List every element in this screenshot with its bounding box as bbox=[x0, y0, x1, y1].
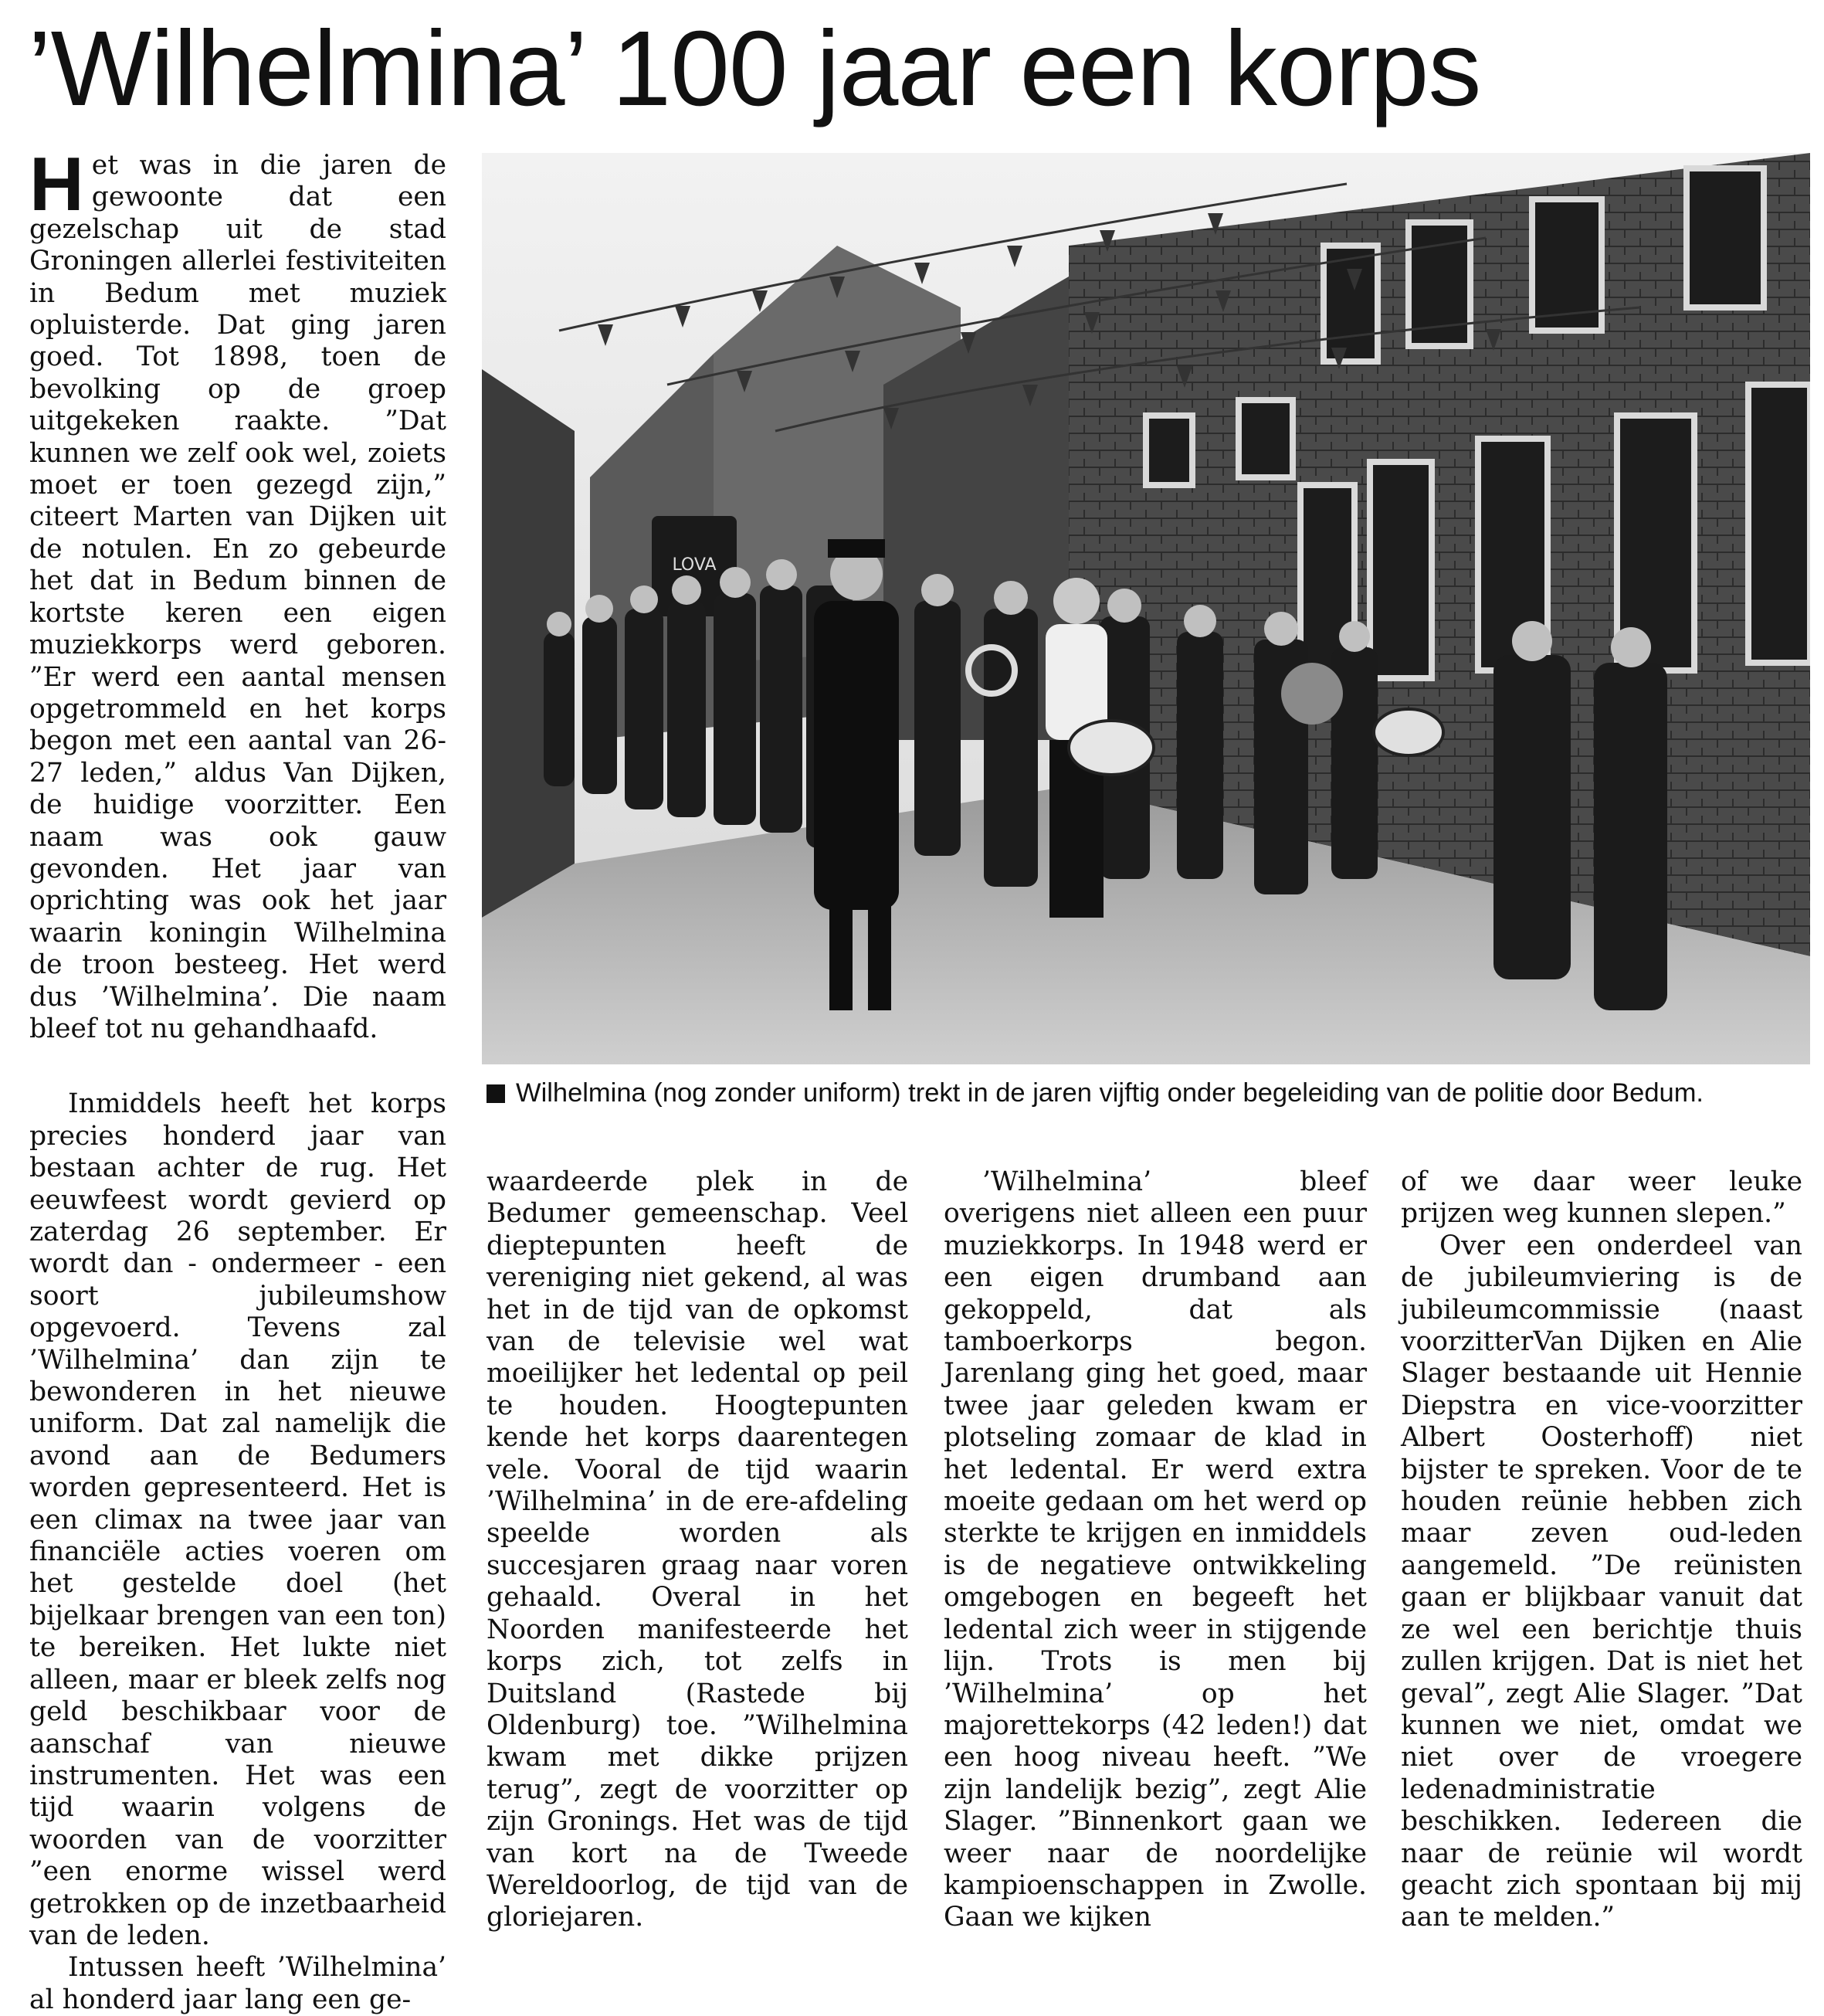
intro-paragraph bbox=[29, 141, 446, 1045]
parade-photo bbox=[482, 153, 1810, 1064]
paragraph: waardeerde plek in de Bedumer gemeenschap. Veel dieptepunten heeft de vereniging niet gekend, al was het in de tijd van de opkomst van de televisie wel wat moeilijker het ledental op peil te houden. Hoogtepunten kende het korps daarentegen vele. Vooral de tijd waarin ’Wilhelmina’ in de ere-afdeling speelde worden als succesjaren graag naar voren gehaald. Overal in het Noorden manifesteerde het korps zich, tot zelfs in Duitsland (Rastede bij Oldenburg) toe. ”Wilhelmina kwam met dikke prijzen terug”, zegt de voorzitter op zijn Gronings. Het was de tijd van kort na de Tweede Wereldoorlog, de tijd van de gloriejaren. bbox=[487, 1166, 908, 1933]
headline: ’Wilhelmina’ 100 jaar een korps bbox=[28, 9, 1481, 128]
drop-cap: H bbox=[29, 141, 84, 226]
caption-text: Wilhelmina (nog zonder uniform) trekt in de jaren vijftig onder begeleiding van de politie door Bedum. bbox=[516, 1078, 1704, 1108]
paragraph: Intussen heeft ’Wilhelmina’ al honderd jaar lang een ge- bbox=[29, 1952, 446, 2015]
article-column-4 bbox=[1401, 1166, 1802, 1933]
paragraph: Inmiddels heeft het korps precies honderd jaar van bestaan achter de rug. Het eeuwfeest wordt gevierd op zaterdag 26 september. Er wordt dan - ondermeer - een soort jubileumshow opgevoerd. Tevens zal ’Wilhelmina’ dan zijn te bewonderen in het nieuwe uniform. Dat zal namelijk die avond aan de Bedumers worden gepresenteerd. Het is een climax na twee jaar van financiële acties voeren om het gestelde doel (het bijelkaar brengen van een ton) te bereiken. Het lukte niet alleen, maar er bleek zelfs nog geld beschikbaar voor de aanschaf van nieuwe instrumenten. Het was een tijd waarin volgens de woorden van de voorzitter ”een enorme wissel werd getrokken op de inzetbaarheid van de leden. bbox=[29, 1088, 446, 1951]
caption-square-icon bbox=[487, 1084, 505, 1103]
paragraph: of we daar weer leuke prijzen weg kunnen slepen.” bbox=[1401, 1166, 1802, 1230]
banner-text: LOVA bbox=[672, 555, 717, 575]
parade-photo-icon bbox=[482, 153, 1810, 1064]
paragraph: ’Wilhelmina’ bleef overigens niet alleen een puur muziekkorps. In 1948 werd er een eigen drumband aan gekoppeld, dat als tamboerkorps begon. Jarenlang ging het goed, maar twee jaar geleden kwam er plotseling zomaar de klad in het ledental. Er werd extra moeite gedaan om het werd op sterkte te krijgen en inmiddels is de negatieve ontwikkeling omgebogen en begeeft het ledental zich weer in stijgende lijn. Trots is men bij ’Wilhelmina’ op het majorettekorps (42 leden!) dat een hoog niveau heeft. ”We zijn landelijk bezig”, zegt Alie Slager. ”Binnenkort gaan we weer naar de noordelijke kampioenschappen in Zwolle. Gaan we kijken bbox=[944, 1166, 1367, 1933]
intro-text: et was in die jaren de gewoonte dat een gezelschap uit de stad Groningen allerlei festiviteiten in Bedum met muziek opluisterde. Dat ging jaren goed. Tot 1898, toen de bevolking op de groep uitgekeken raakte. ”Dat kunnen we zelf ook wel, zoiets moet er toen gezegd zijn,” citeert Marten van Dijken uit de notulen. En zo gebeurde het dat in Bedum binnen de kortste keren een eigen muziekkorps werd geboren. ”Er werd een aantal mensen opgetrommeld en het korps begon met een aantal van 26-27 leden,” aldus Van Dijken, de huidige voorzitter. Een naam was ook gauw gevonden. Het jaar van oprichting was ook het jaar waarin koningin Wilhelmina de troon besteeg. Het werd dus ’Wilhelmina’. Die naam bleef tot nu gehandhaafd. bbox=[29, 150, 446, 1044]
article-column-1 bbox=[29, 141, 446, 2015]
article-column-3 bbox=[944, 1166, 1367, 1933]
photo-caption bbox=[487, 1077, 1799, 1109]
article-column-2 bbox=[487, 1166, 908, 1933]
paragraph: Over een onderdeel van de jubileumviering is de jubileumcommissie (naast voorzitterVan Dijken en Alie Slager bestaande uit Hennie Diepstra en vice-voorzitter Albert Oosterhoff) niet bijster te spreken. Voor de te houden reünie hebben zich maar zeven oud-leden aangemeld. ”De reünisten gaan er blijkbaar vanuit dat ze wel een berichtje thuis zullen krijgen. Dat is niet het geval”, zegt Alie Slager. ”Dat kunnen we niet, omdat we niet over de vroegere ledenadministratie beschikken. Iedereen die naar de reünie wil wordt geacht zich spontaan bij mij aan te melden.” bbox=[1401, 1230, 1802, 1933]
